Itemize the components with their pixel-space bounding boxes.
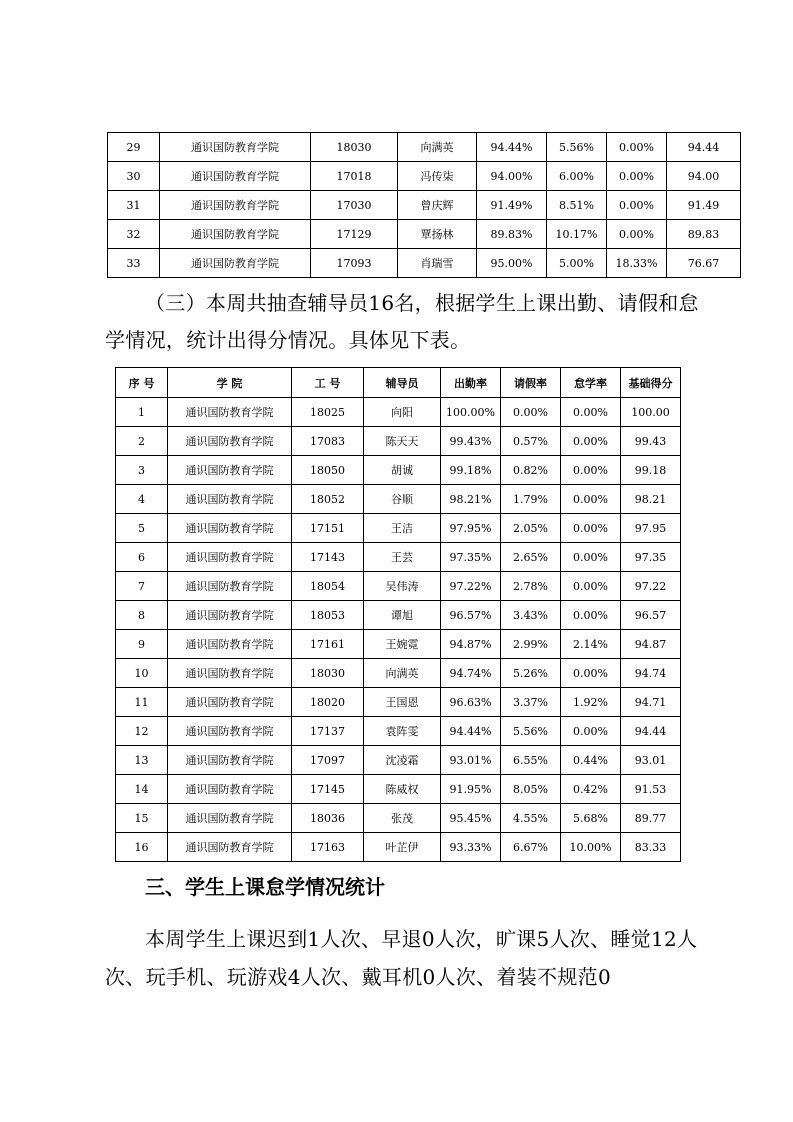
cell-truancy-rate: 0.00% <box>561 659 621 688</box>
cell-staff-id: 17161 <box>292 630 364 659</box>
cell-score: 89.83 <box>667 220 741 249</box>
cell-truancy-rate: 10.00% <box>561 833 621 862</box>
cell-leave-rate: 8.05% <box>501 775 561 804</box>
header-staff-id: 工 号 <box>292 368 364 398</box>
cell-leave-rate: 3.43% <box>501 601 561 630</box>
counselor-score-table <box>115 367 681 862</box>
cell-leave-rate: 6.55% <box>501 746 561 775</box>
cell-attendance-rate: 97.22% <box>441 572 501 601</box>
cell-leave-rate: 3.37% <box>501 688 561 717</box>
cell-college: 通识国防教育学院 <box>168 572 292 601</box>
table-row <box>116 427 681 456</box>
cell-leave-rate: 0.57% <box>501 427 561 456</box>
cell-index: 10 <box>116 659 168 688</box>
cell-counselor: 谷顺 <box>364 485 441 514</box>
cell-staff-id: 17030 <box>311 191 398 220</box>
cell-score: 94.44 <box>667 133 741 162</box>
cell-score: 99.18 <box>621 456 681 485</box>
cell-attendance-rate: 94.44% <box>477 133 547 162</box>
header-college: 学 院 <box>168 368 292 398</box>
cell-college: 通识国防教育学院 <box>168 630 292 659</box>
cell-attendance-rate: 94.00% <box>477 162 547 191</box>
cell-truancy-rate: 18.33% <box>607 249 667 278</box>
table-row <box>108 220 741 249</box>
cell-staff-id: 17093 <box>311 249 398 278</box>
cell-truancy-rate: 0.00% <box>561 543 621 572</box>
cell-attendance-rate: 93.33% <box>441 833 501 862</box>
table-row <box>108 249 741 278</box>
cell-index: 3 <box>116 456 168 485</box>
cell-truancy-rate: 0.00% <box>561 485 621 514</box>
header-leave-rate: 请假率 <box>501 368 561 398</box>
cell-college: 通识国防教育学院 <box>160 133 311 162</box>
cell-attendance-rate: 100.00% <box>441 398 501 427</box>
cell-leave-rate: 1.79% <box>501 485 561 514</box>
cell-index: 2 <box>116 427 168 456</box>
cell-index: 5 <box>116 514 168 543</box>
cell-college: 通识国防教育学院 <box>160 191 311 220</box>
cell-attendance-rate: 99.43% <box>441 427 501 456</box>
cell-leave-rate: 2.65% <box>501 543 561 572</box>
table-row <box>116 601 681 630</box>
cell-attendance-rate: 97.35% <box>441 543 501 572</box>
cell-college: 通识国防教育学院 <box>168 427 292 456</box>
cell-counselor: 冯传柒 <box>398 162 477 191</box>
cell-counselor: 陈威权 <box>364 775 441 804</box>
cell-truancy-rate: 1.92% <box>561 688 621 717</box>
cell-staff-id: 18025 <box>292 398 364 427</box>
cell-index: 29 <box>108 133 160 162</box>
cell-leave-rate: 2.99% <box>501 630 561 659</box>
header-truancy-rate: 怠学率 <box>561 368 621 398</box>
cell-counselor: 曾庆辉 <box>398 191 477 220</box>
cell-staff-id: 17083 <box>292 427 364 456</box>
cell-college: 通识国防教育学院 <box>168 456 292 485</box>
cell-score: 94.74 <box>621 659 681 688</box>
cell-counselor: 谭旭 <box>364 601 441 630</box>
cell-score: 89.77 <box>621 804 681 833</box>
cell-counselor: 向满英 <box>398 133 477 162</box>
paragraph-sampling-summary: （三）本周共抽查辅导员16名，根据学生上课出勤、请假和怠学情况，统计出得分情况。具体见下表。 <box>105 291 699 352</box>
table-row <box>116 514 681 543</box>
cell-counselor: 王国恩 <box>364 688 441 717</box>
cell-score: 91.49 <box>667 191 741 220</box>
table-row <box>116 630 681 659</box>
cell-score: 94.00 <box>667 162 741 191</box>
cell-leave-rate: 5.26% <box>501 659 561 688</box>
cell-truancy-rate: 0.00% <box>607 162 667 191</box>
cell-counselor: 覃扬林 <box>398 220 477 249</box>
cell-index: 9 <box>116 630 168 659</box>
header-counselor: 辅导员 <box>364 368 441 398</box>
cell-score: 91.53 <box>621 775 681 804</box>
cell-index: 14 <box>116 775 168 804</box>
cell-index: 30 <box>108 162 160 191</box>
cell-truancy-rate: 0.00% <box>561 572 621 601</box>
cell-truancy-rate: 0.00% <box>561 398 621 427</box>
cell-counselor: 王芸 <box>364 543 441 572</box>
cell-counselor: 胡诚 <box>364 456 441 485</box>
cell-attendance-rate: 93.01% <box>441 746 501 775</box>
cell-staff-id: 17137 <box>292 717 364 746</box>
cell-college: 通识国防教育学院 <box>168 485 292 514</box>
cell-truancy-rate: 0.42% <box>561 775 621 804</box>
cell-leave-rate: 6.67% <box>501 833 561 862</box>
cell-score: 97.95 <box>621 514 681 543</box>
cell-truancy-rate: 5.68% <box>561 804 621 833</box>
cell-truancy-rate: 0.00% <box>607 220 667 249</box>
cell-score: 93.01 <box>621 746 681 775</box>
header-base-score: 基础得分 <box>621 368 681 398</box>
cell-counselor: 沈凌霜 <box>364 746 441 775</box>
cell-index: 8 <box>116 601 168 630</box>
cell-index: 13 <box>116 746 168 775</box>
cell-truancy-rate: 0.00% <box>561 456 621 485</box>
cell-score: 83.33 <box>621 833 681 862</box>
cell-counselor: 陈天天 <box>364 427 441 456</box>
cell-attendance-rate: 91.49% <box>477 191 547 220</box>
cell-index: 31 <box>108 191 160 220</box>
table-row <box>116 659 681 688</box>
table-row <box>116 804 681 833</box>
cell-college: 通识国防教育学院 <box>168 514 292 543</box>
cell-score: 100.00 <box>621 398 681 427</box>
cell-staff-id: 18036 <box>292 804 364 833</box>
cell-index: 32 <box>108 220 160 249</box>
cell-leave-rate: 10.17% <box>547 220 607 249</box>
counselor-table-continued <box>107 132 741 278</box>
cell-leave-rate: 4.55% <box>501 804 561 833</box>
cell-score: 94.44 <box>621 717 681 746</box>
cell-index: 33 <box>108 249 160 278</box>
cell-score: 96.57 <box>621 601 681 630</box>
cell-staff-id: 18020 <box>292 688 364 717</box>
cell-index: 7 <box>116 572 168 601</box>
cell-leave-rate: 5.56% <box>547 133 607 162</box>
cell-truancy-rate: 0.00% <box>561 717 621 746</box>
cell-staff-id: 17097 <box>292 746 364 775</box>
cell-staff-id: 18054 <box>292 572 364 601</box>
cell-college: 通识国防教育学院 <box>168 543 292 572</box>
table-row <box>116 456 681 485</box>
cell-counselor: 向满英 <box>364 659 441 688</box>
cell-attendance-rate: 99.18% <box>441 456 501 485</box>
cell-college: 通识国防教育学院 <box>160 220 311 249</box>
table-row <box>116 717 681 746</box>
table-row <box>116 775 681 804</box>
table-row <box>116 485 681 514</box>
table-row <box>116 688 681 717</box>
cell-staff-id: 18050 <box>292 456 364 485</box>
cell-attendance-rate: 97.95% <box>441 514 501 543</box>
cell-staff-id: 18030 <box>311 133 398 162</box>
cell-index: 6 <box>116 543 168 572</box>
cell-index: 4 <box>116 485 168 514</box>
cell-counselor: 向阳 <box>364 398 441 427</box>
cell-college: 通识国防教育学院 <box>168 398 292 427</box>
cell-truancy-rate: 0.00% <box>607 133 667 162</box>
cell-leave-rate: 5.00% <box>547 249 607 278</box>
cell-college: 通识国防教育学院 <box>160 249 311 278</box>
cell-attendance-rate: 95.00% <box>477 249 547 278</box>
cell-college: 通识国防教育学院 <box>168 804 292 833</box>
cell-index: 11 <box>116 688 168 717</box>
cell-counselor: 肖瑞雪 <box>398 249 477 278</box>
cell-college: 通识国防教育学院 <box>168 601 292 630</box>
cell-staff-id: 17163 <box>292 833 364 862</box>
paragraph-truancy-details: 本周学生上课迟到1人次、早退0人次，旷课5人次、睡觉12人次、玩手机、玩游戏4人次、戴耳机0人次、着装不规范0 <box>105 927 698 989</box>
cell-leave-rate: 5.56% <box>501 717 561 746</box>
cell-score: 97.22 <box>621 572 681 601</box>
cell-college: 通识国防教育学院 <box>160 162 311 191</box>
cell-attendance-rate: 98.21% <box>441 485 501 514</box>
cell-staff-id: 17145 <box>292 775 364 804</box>
section-heading-truancy-stats: 三、学生上课怠学情况统计 <box>145 875 385 899</box>
table-header-row <box>116 368 681 398</box>
cell-counselor: 叶芷伊 <box>364 833 441 862</box>
header-index: 序 号 <box>116 368 168 398</box>
cell-truancy-rate: 0.00% <box>561 601 621 630</box>
cell-attendance-rate: 96.63% <box>441 688 501 717</box>
cell-attendance-rate: 91.95% <box>441 775 501 804</box>
header-attendance-rate: 出勤率 <box>441 368 501 398</box>
cell-score: 94.71 <box>621 688 681 717</box>
cell-college: 通识国防教育学院 <box>168 688 292 717</box>
cell-staff-id: 18052 <box>292 485 364 514</box>
cell-staff-id: 17143 <box>292 543 364 572</box>
cell-college: 通识国防教育学院 <box>168 746 292 775</box>
cell-leave-rate: 6.00% <box>547 162 607 191</box>
table-row <box>116 572 681 601</box>
cell-counselor: 王婉霓 <box>364 630 441 659</box>
cell-leave-rate: 0.00% <box>501 398 561 427</box>
cell-index: 16 <box>116 833 168 862</box>
cell-counselor: 吴伟涛 <box>364 572 441 601</box>
table-row <box>108 162 741 191</box>
cell-counselor: 张茂 <box>364 804 441 833</box>
cell-score: 97.35 <box>621 543 681 572</box>
table-row <box>116 543 681 572</box>
cell-attendance-rate: 94.87% <box>441 630 501 659</box>
cell-staff-id: 18030 <box>292 659 364 688</box>
cell-counselor: 袁阵雯 <box>364 717 441 746</box>
cell-college: 通识国防教育学院 <box>168 717 292 746</box>
table-row <box>108 133 741 162</box>
cell-truancy-rate: 0.44% <box>561 746 621 775</box>
cell-index: 1 <box>116 398 168 427</box>
cell-truancy-rate: 0.00% <box>607 191 667 220</box>
cell-leave-rate: 0.82% <box>501 456 561 485</box>
cell-truancy-rate: 0.00% <box>561 514 621 543</box>
cell-truancy-rate: 2.14% <box>561 630 621 659</box>
cell-college: 通识国防教育学院 <box>168 833 292 862</box>
cell-leave-rate: 2.05% <box>501 514 561 543</box>
cell-staff-id: 17129 <box>311 220 398 249</box>
cell-score: 98.21 <box>621 485 681 514</box>
cell-score: 99.43 <box>621 427 681 456</box>
cell-attendance-rate: 95.45% <box>441 804 501 833</box>
cell-staff-id: 18053 <box>292 601 364 630</box>
table-row <box>116 398 681 427</box>
cell-college: 通识国防教育学院 <box>168 659 292 688</box>
cell-truancy-rate: 0.00% <box>561 427 621 456</box>
cell-leave-rate: 2.78% <box>501 572 561 601</box>
table-row <box>116 746 681 775</box>
table-row <box>116 833 681 862</box>
cell-leave-rate: 8.51% <box>547 191 607 220</box>
cell-attendance-rate: 96.57% <box>441 601 501 630</box>
cell-counselor: 王洁 <box>364 514 441 543</box>
cell-staff-id: 17018 <box>311 162 398 191</box>
cell-score: 76.67 <box>667 249 741 278</box>
cell-score: 94.87 <box>621 630 681 659</box>
cell-attendance-rate: 94.74% <box>441 659 501 688</box>
table-row <box>108 191 741 220</box>
cell-college: 通识国防教育学院 <box>168 775 292 804</box>
cell-index: 12 <box>116 717 168 746</box>
cell-index: 15 <box>116 804 168 833</box>
cell-attendance-rate: 94.44% <box>441 717 501 746</box>
cell-attendance-rate: 89.83% <box>477 220 547 249</box>
cell-staff-id: 17151 <box>292 514 364 543</box>
